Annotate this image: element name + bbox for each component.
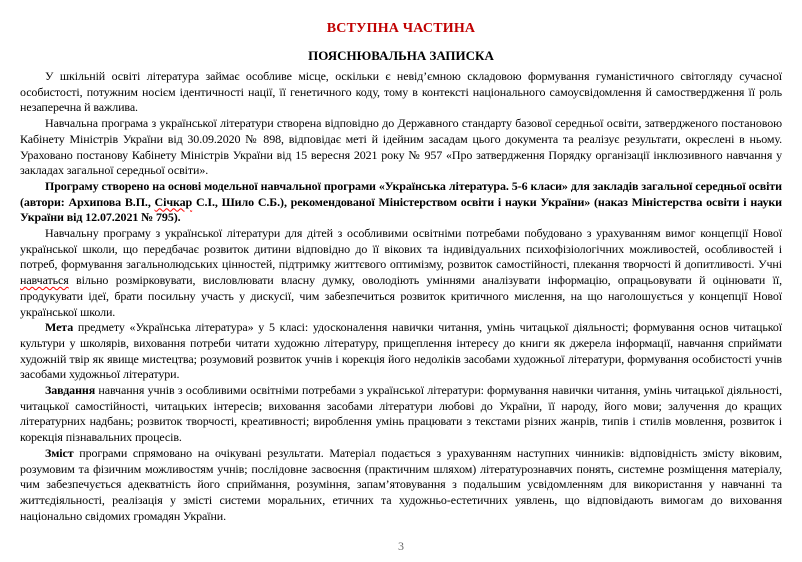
misspelled-word: навчаться <box>20 273 69 288</box>
text-segment: Програму створено на основі модельної навчальної програми «Українська література. 5-6 класи» для закладів загальної середньої освіти (автори: Архипова В.П., <box>20 178 782 209</box>
page-number: 3 <box>398 539 404 553</box>
paragraph-meta <box>20 320 782 383</box>
lead-word-zavdannia: Завдання <box>45 383 96 398</box>
paragraph-intro <box>20 69 782 116</box>
lead-word-zmist: Зміст <box>45 445 74 460</box>
text-segment: Навчальну програму з української літератури для дітей з особливими освітніми потребами побудовано з урахуванням вимог концепції Нової української школи, що передбачає розвиток дитини відповідно до її вікових та індивідуальних психофізіологічних можливостей, особливостей і потреб, формування загальнолюдських цінностей, підтримку життєвого оптимізму, розвиток самостійності, плекання творчості й допитливості. Учні <box>20 226 782 272</box>
text-segment: навчання учнів з особливими освітніми потребами з української літератури: формування навички читання, умінь читацької діяльності, читацької самостійності, читацьких інтересів; виховання засобами літератури любові до України, її народу, його мови; залучення до кращих літературних надбань; розвиток творчості, креативності; вироблення умінь працювати з текстами різних жанрів, типів і стилів мовлення, розвиток і корекція пізнавальних процесів. <box>20 383 782 445</box>
document-body <box>20 69 782 524</box>
lead-word-meta: Мета <box>45 320 74 335</box>
paragraph-nus-concept <box>20 226 782 320</box>
text-segment: С.І., Шило С.Б.), рекомендованої Міністерством освіти і науки України» (наказ Міністерства освіти і науки України від 12.07.2021 № 795). <box>20 194 782 225</box>
text-segment: У шкільній освіті література займає особливе місце, оскільки є невід’ємною складовою формування гуманістичного світогляду сучасної особистості, потужним носієм ідентичності нації, її генетичного коду, тому в контексті національного самоусвідомлення й самоствердження її роль незаперечна й важлива. <box>20 69 782 115</box>
text-segment: предмету «Українська література» у 5 класі: удосконалення навички читання, умінь читацької діяльності; формування основ читацької культури у школярів, виховання потреби читати художню літературу, прищеплення інтересу до книги як джерела інформації, навчання сприймати художній твір як явище мистецтва; розумовий розвиток учнів і корекція його недоліків засобами художньої літератури, формування особистості учнів засобами художньої літератури. <box>20 320 782 382</box>
paragraph-zavdannia <box>20 383 782 446</box>
paragraph-model-program <box>20 179 782 226</box>
text-segment: вільно розмірковувати, висловлювати власну думку, оволодіють уміннями аналізувати інформацію, опрацьовувати й оцінювати її, продукувати ідеї, брати посильну участь у дискусії, чим забезпечиться розвиток критичного мислення, на що наголошується у концепції Нової української школи. <box>20 273 782 319</box>
misspelled-word: Січкар <box>154 194 193 209</box>
section-title: ВСТУПНА ЧАСТИНА <box>326 21 476 36</box>
paragraph-standard-basis <box>20 116 782 179</box>
text-segment: Навчальна програма з української літератури створена відповідно до Державного стандарту базової середньої освіти, затвердженого постановою Кабінету Міністрів України від 30.09.2020 № 898, відповідає меті й ідейним засадам цього документа та реалізує результати, окреслені в ньому. Ураховано постанову Кабінету Міністрів України від 15 вересня 2021 року № 957 «Про затвердження Порядку організації інклюзивного навчання у закладах загальної середньої освіти». <box>20 116 782 178</box>
paragraph-zmist <box>20 446 782 525</box>
section-subtitle: ПОЯСНЮВАЛЬНА ЗАПИСКА <box>308 48 494 63</box>
text-segment: програми спрямовано на очікувані результати. Матеріал подається з урахуванням наступних чинників: відповідність змісту віковим, розумовим та фізичним можливостям учнів; послідовне засвоєння (практичним шляхом) літературознавчих понять, системне розміщення матеріалу, чим забезпечується адекватність його сприймання, розуміння, запам’ятовування з подальшим усвідомленням для використання у навчанні та життєдіяльності, реалізація у змісті системи моральних, етичних та художньо-естетичних уявлень, що відповідають вимогам до виховання національно свідомих громадян України. <box>20 445 782 523</box>
